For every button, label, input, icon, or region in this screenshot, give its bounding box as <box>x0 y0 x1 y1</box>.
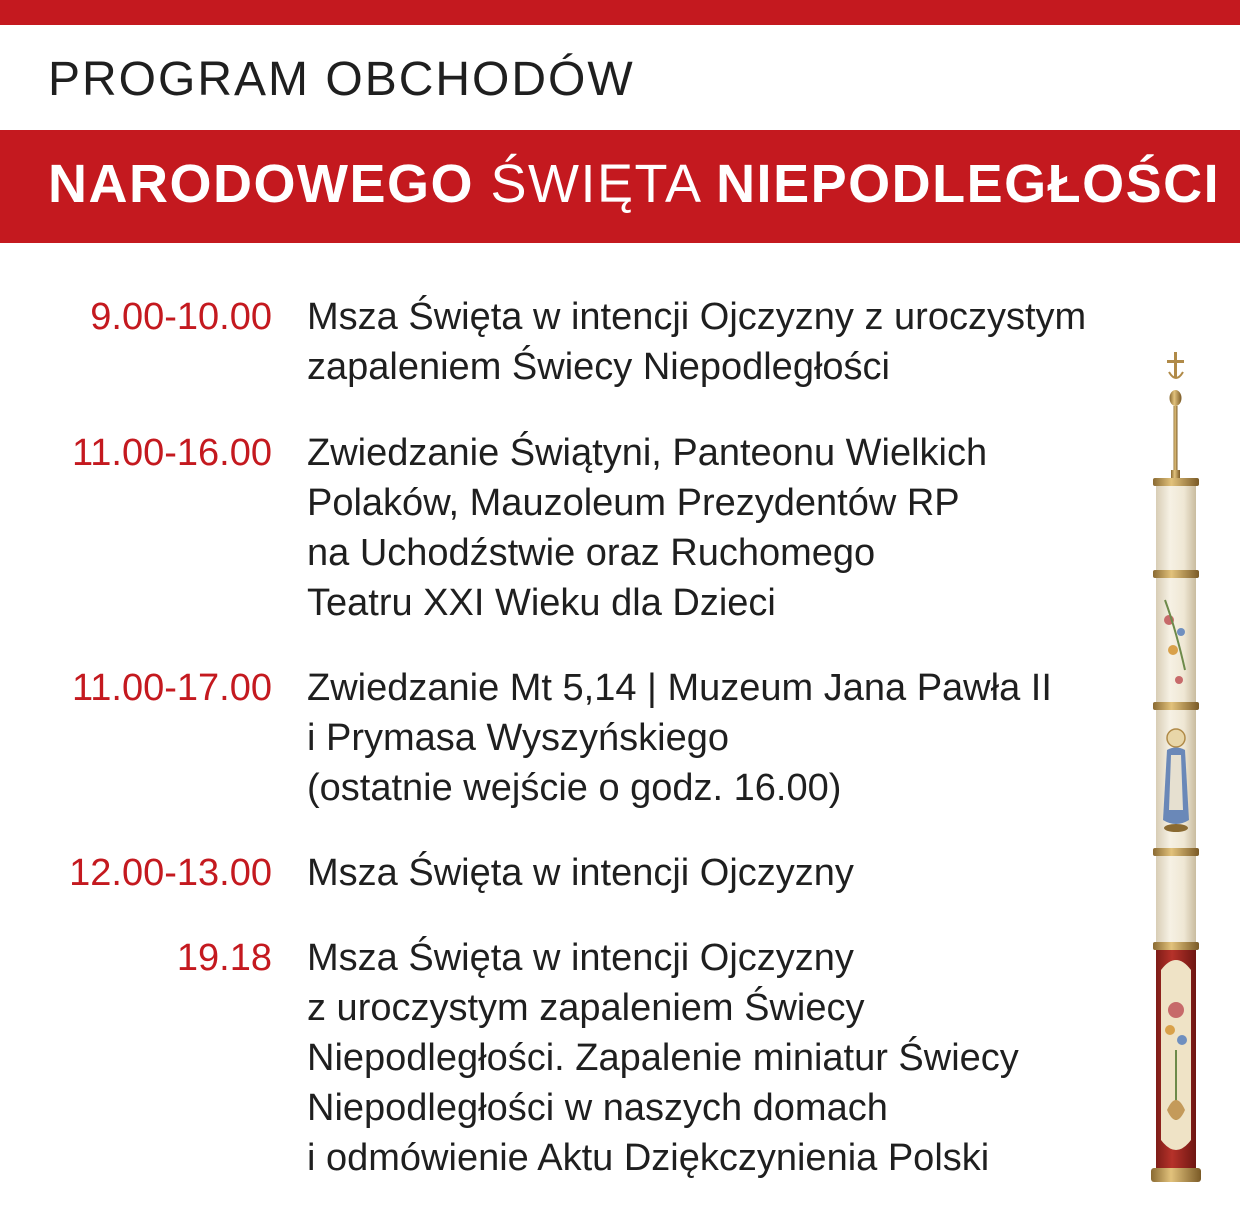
schedule-time: 11.00-16.00 <box>71 432 272 474</box>
schedule-time: 19.18 <box>176 937 272 979</box>
description-line: Teatru XXI Wieku dla Dzieci <box>307 582 776 624</box>
banner-title <box>48 153 1220 215</box>
description-line: Msza Święta w intencji Ojczyzny <box>307 937 854 979</box>
schedule-time: 11.00-17.00 <box>71 667 272 709</box>
description-line: Polaków, Mauzoleum Prezydentów RP <box>307 482 960 524</box>
description-line: Niepodległości. Zapalenie miniatur Świecy <box>307 1037 1019 1079</box>
schedule-description <box>307 428 1147 628</box>
description-line: Msza Święta w intencji Ojczyzny z uroczystym <box>307 296 1087 338</box>
description-line: Msza Święta w intencji Ojczyzny <box>307 852 854 894</box>
title-banner <box>0 130 1240 243</box>
description-line: na Uchodźstwie oraz Ruchomego <box>307 532 876 574</box>
schedule-description <box>307 292 1147 392</box>
independence-candle-icon <box>1145 350 1207 1190</box>
banner-title-part3: NIEPODLEGŁOŚCI <box>716 154 1221 214</box>
banner-title-part2: ŚWIĘTA <box>490 154 700 214</box>
top-red-bar <box>0 0 1240 25</box>
description-line: Zwiedzanie Świątyni, Panteonu Wielkich <box>307 432 988 474</box>
description-line: z uroczystym zapaleniem Świecy <box>307 987 865 1029</box>
description-line: Zwiedzanie Mt 5,14 | Muzeum Jana Pawła II <box>307 667 1052 709</box>
schedule-description <box>307 663 1147 813</box>
description-line: i Prymasa Wyszyńskiego <box>307 717 729 759</box>
schedule-description <box>307 933 1147 1183</box>
description-line: i odmówienie Aktu Dziękczynienia Polski <box>307 1137 990 1179</box>
description-line: zapaleniem Świecy Niepodległości <box>307 346 890 388</box>
description-line: (ostatnie wejście o godz. 16.00) <box>307 767 842 809</box>
banner-title-part1: NARODOWEGO <box>48 154 474 214</box>
schedule-time: 12.00-13.00 <box>69 852 272 894</box>
schedule-time: 9.00-10.00 <box>90 296 272 338</box>
description-line: Niepodległości w naszych domach <box>307 1087 888 1129</box>
page-title: PROGRAM OBCHODÓW <box>48 53 635 106</box>
schedule-description <box>307 848 1147 898</box>
